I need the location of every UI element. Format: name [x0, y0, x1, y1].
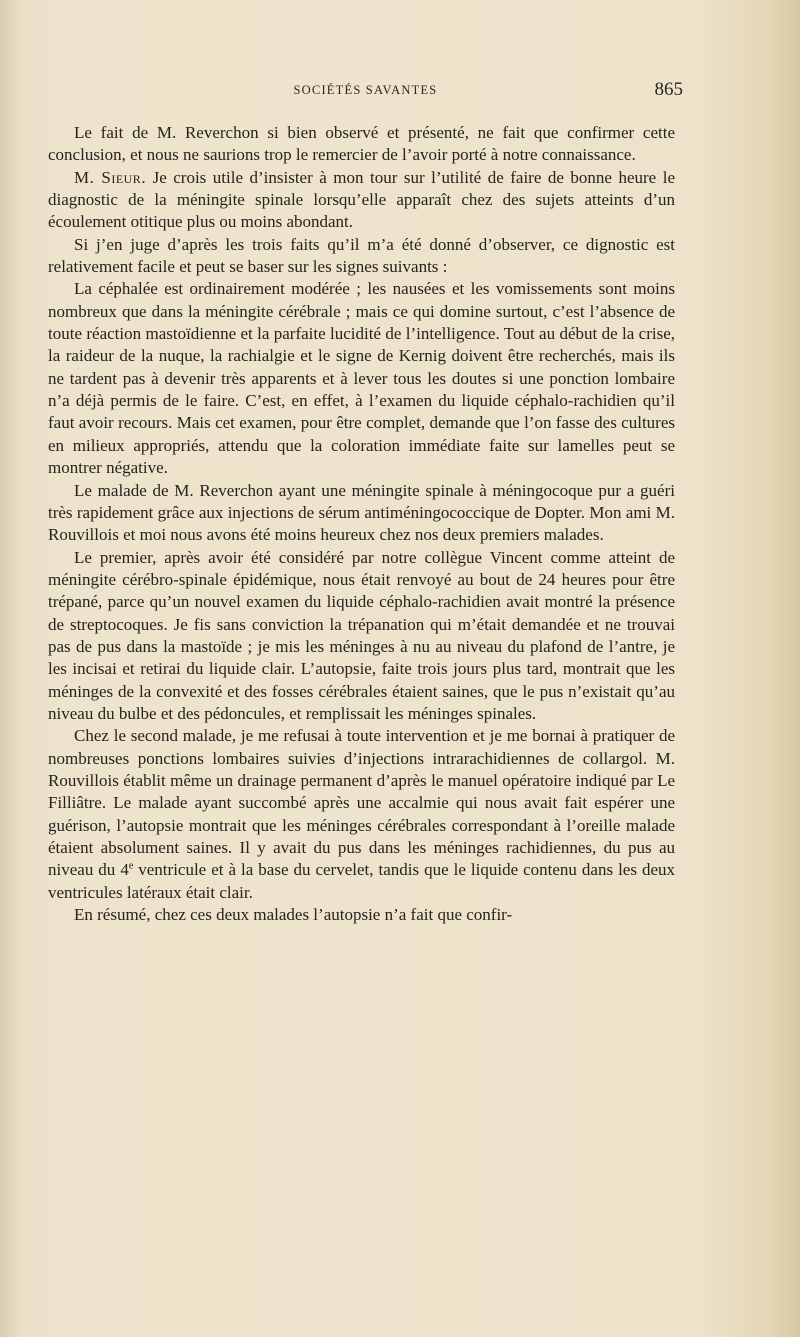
body-text [48, 122, 675, 926]
paragraph [48, 904, 675, 926]
paragraph [48, 278, 675, 479]
page-number: 865 [654, 79, 683, 100]
paragraph-text: Le fait de M. Reverchon si bien observé et présenté, ne fait que confirmer cette conclusion, et nous ne saurions trop le remercier de l’avoir porté à notre connaissance. [48, 123, 675, 165]
speaker-name: M. Sieur. [74, 167, 147, 187]
paragraph-text: Je crois utile d’insister à mon tour sur l’utilité de faire de bonne heure le diagnostic de la méningite spinale lorsqu’elle apparaît chez des sujets atteints d’un écoulement otitique plus ou moins abondant. [48, 167, 675, 232]
paragraph-text: Le malade de M. Reverchon ayant une méningite spinale à méningocoque pur a guéri très rapidement grâce aux injections de sérum antiméningococcique de Dopter. Mon ami M. Rouvillois et moi nous avons été moins heureux chez nos deux premiers malades. [48, 480, 675, 545]
paragraph-text: La céphalée est ordinairement modérée ; les nausées et les vomissements sont moins nombreux que dans la méningite cérébrale ; mais ce qui domine surtout, c’est l’absence de toute réaction mastoïdienne et la parfaite lucidité de l’intelligence. Tout au début de la crise, la raideur de la nuque, la rachialgie et le signe de Kernig doivent être recherchés, mais ils ne tardent pas à devenir très apparents et à lever tous les doutes si une ponction lombaire n’a déjà permis de le faire. C’est, en effet, à l’examen du liquide céphalo-rachidien qu’il faut avoir recours. Mais cet examen, pour être complet, demande que l’on fasse des cultures en milieux appropriés, attendu que la coloration immédiate faite sur lamelles peut se montrer négative. [48, 279, 675, 478]
paragraph-text: En résumé, chez ces deux malades l’autopsie n’a fait que confir- [74, 905, 513, 925]
paragraph [48, 234, 675, 279]
paragraph [48, 167, 675, 234]
paragraph-text: Chez le second malade, je me refusai à toute intervention et je me bornai à pratiquer de nombreuses ponctions lombaires suivies d’injections intrarachidiennes de collargol. M. Rouvillois établit même un drainage permanent d’après le manuel opératoire indiqué par Le Filliâtre. Le malade ayant succombé après une accalmie qui nous avait fait espérer une guérison, l’autopsie montrait que les méninges cérébrales correspondant à l’oreille malade étaient absolument saines. Il y avait du pus dans les méninges rachidiennes, du pus au niveau du [48, 726, 675, 880]
paragraph [48, 480, 675, 547]
paragraph-text: ventricule et à la base du cervelet, tandis que le liquide contenu dans les deux ventricules latéraux était clair. [48, 860, 675, 902]
ordinal-suffix: e [128, 860, 134, 872]
paragraph-text: Le premier, après avoir été considéré par notre collègue Vincent comme atteint de méningite cérébro-spinale épidémique, nous était renvoyé au bout de 24 heures pour être trépané, parce qu’un nouvel examen du liquide céphalo-rachidien avait montré la présence de streptocoques. Je fis sans conviction la trépanation qui m’était demandée et ne trouvai pas de pus dans la mastoïde ; je mis les méninges à nu au niveau du plafond de l’antre, je les incisai et retirai du liquide clair. L’autopsie, faite trois jours plus tard, montrait que les méninges de la convexité et des fosses cérébrales étaient saines, que le pus n’existait qu’au niveau du bulbe et des pédoncules, et remplissait les méninges spinales. [48, 547, 675, 723]
page-header [48, 79, 683, 103]
paragraph [48, 547, 675, 726]
paragraph-text: Si j’en juge d’après les trois faits qu’il m’a été donné d’observer, ce dignostic est relativement facile et peut se baser sur les signes suivants : [48, 234, 675, 277]
paragraph [48, 122, 675, 167]
paragraph [48, 725, 675, 904]
ordinal-number: 4 [120, 860, 129, 880]
running-head: SOCIÉTÉS SAVANTES [293, 83, 438, 97]
